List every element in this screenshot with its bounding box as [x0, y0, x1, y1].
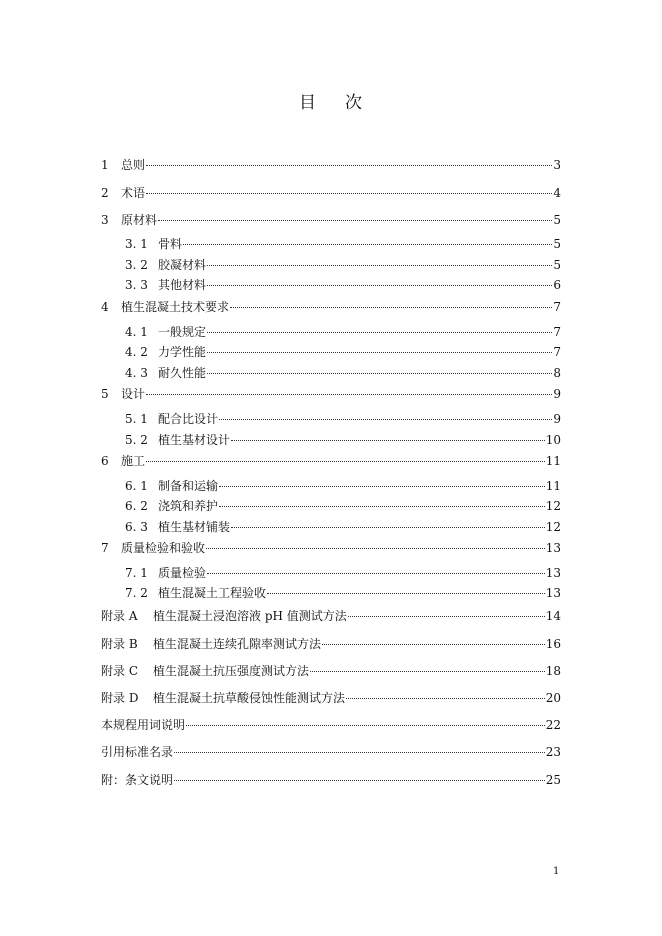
toc-entry-title: 本规程用词说明: [101, 718, 186, 732]
toc-entry-page: 23: [545, 745, 561, 759]
toc-entry-title: 植生混凝土技术要求: [121, 300, 230, 314]
toc-entry-number: 4: [101, 300, 109, 314]
toc-entry-6-1[interactable]: [125, 478, 561, 494]
toc-entry-number: 6. 2: [125, 499, 148, 513]
toc-entry-page: 7: [553, 300, 561, 314]
toc-entry-3[interactable]: [101, 212, 561, 228]
toc-entry-appendix-d[interactable]: [101, 690, 561, 706]
toc-entry-title: 引用标准名录: [101, 745, 174, 759]
toc-entry-page: 7: [553, 345, 561, 359]
toc-entry-title: 总则: [121, 158, 146, 172]
toc-entry-4-1[interactable]: [125, 324, 561, 340]
toc-entry-number: 6. 3: [125, 520, 148, 534]
toc-entry-4[interactable]: [101, 299, 561, 315]
leader-dots: [207, 331, 552, 333]
leader-dots: [186, 724, 545, 726]
toc-entry-6-2[interactable]: [125, 498, 561, 514]
toc-entry-number: 附录 B: [101, 637, 138, 651]
toc-entry-number: 5. 1: [125, 412, 148, 426]
toc-entry-title: 耐久性能: [158, 366, 207, 380]
leader-dots: [207, 372, 552, 374]
leader-dots: [231, 439, 545, 441]
leader-dots: [146, 460, 545, 462]
leader-dots: [322, 643, 545, 645]
toc-entry-7-1[interactable]: [125, 565, 561, 581]
leader-dots: [183, 243, 552, 245]
toc-entry-number: 4. 2: [125, 345, 148, 359]
toc-entry-page: 11: [545, 454, 561, 468]
leader-dots: [310, 670, 545, 672]
toc-entry-title: 附：条文说明: [101, 773, 174, 787]
toc-entry-page: 13: [545, 566, 561, 580]
toc-entry-page: 6: [553, 278, 561, 292]
toc-entry-title: 质量检验: [158, 566, 207, 580]
leader-dots: [174, 751, 545, 753]
toc-entry-title: 配合比设计: [158, 412, 219, 426]
leader-dots: [231, 526, 545, 528]
leader-dots: [146, 192, 552, 194]
toc-entry-title: 浇筑和养护: [158, 499, 219, 513]
toc-entry-title: 植生基材设计: [158, 433, 231, 447]
leader-dots: [219, 485, 545, 487]
toc-entry-5-1[interactable]: [125, 411, 561, 427]
toc-entry-number: 7. 1: [125, 566, 148, 580]
toc-entry-2[interactable]: [101, 185, 561, 201]
toc-entry-title: 植生基材铺装: [158, 520, 231, 534]
toc-entry-number: 2: [101, 186, 109, 200]
toc-entry-page: 16: [545, 637, 561, 651]
toc-entry-title: 植生混凝土浸泡溶液 pH 值测试方法: [153, 609, 347, 623]
toc-entry-page: 25: [545, 773, 561, 787]
leader-dots: [348, 615, 545, 617]
toc-entry-page: 11: [545, 479, 561, 493]
toc-entry-title: 胶凝材料: [158, 258, 207, 272]
leader-dots: [219, 418, 552, 420]
leader-dots: [207, 572, 545, 574]
toc-entry-number: 附录 D: [101, 691, 139, 705]
toc-entry-page: 18: [545, 664, 561, 678]
toc-entry-number: 6. 1: [125, 479, 148, 493]
leader-dots: [207, 284, 552, 286]
toc-entry-page: 13: [545, 586, 561, 600]
toc-entry-number: 5. 2: [125, 433, 148, 447]
leader-dots: [146, 164, 552, 166]
toc-entry-6-3[interactable]: [125, 519, 561, 535]
toc-entry-page: 12: [545, 499, 561, 513]
leader-dots: [146, 393, 552, 395]
toc-entry-5[interactable]: [101, 386, 561, 402]
page-number: 1: [553, 866, 560, 877]
toc-entry-terms-explanation[interactable]: [101, 717, 561, 733]
toc-entry-number: 3. 1: [125, 237, 148, 251]
toc-entry-3-3[interactable]: [125, 277, 561, 293]
toc-entry-page: 12: [545, 520, 561, 534]
leader-dots: [158, 219, 552, 221]
title-char-2: 次: [345, 93, 363, 113]
toc-entry-number: 4. 3: [125, 366, 148, 380]
toc-entry-page: 20: [545, 691, 561, 705]
toc-entry-4-3[interactable]: [125, 365, 561, 381]
leader-dots: [207, 351, 552, 353]
toc-entry-3-2[interactable]: [125, 257, 561, 273]
toc-entry-6[interactable]: [101, 453, 561, 469]
toc-entry-page: 8: [553, 366, 561, 380]
toc-entry-title: 一般规定: [158, 325, 207, 339]
toc-entry-title: 植生混凝土抗压强度测试方法: [153, 664, 310, 678]
toc-entry-title: 植生混凝土工程验收: [158, 586, 267, 600]
toc-entry-appendix-c[interactable]: [101, 663, 561, 679]
toc-entry-5-2[interactable]: [125, 432, 561, 448]
toc-entry-number: 7. 2: [125, 586, 148, 600]
toc-entry-3-1[interactable]: [125, 236, 561, 252]
toc-entry-number: 5: [101, 387, 109, 401]
leader-dots: [174, 779, 545, 781]
toc-entry-title: 术语: [121, 186, 146, 200]
toc-entry-title: 力学性能: [158, 345, 207, 359]
toc-entry-number: 附录 C: [101, 664, 138, 678]
toc-entry-title: 植生混凝土连续孔隙率测试方法: [153, 637, 322, 651]
leader-dots: [267, 592, 545, 594]
toc-entry-page: 9: [553, 412, 561, 426]
toc-entry-title: 其他材料: [158, 278, 207, 292]
toc-entry-page: 3: [553, 158, 561, 172]
toc-entry-number: 3. 3: [125, 278, 148, 292]
toc-entry-title: 原材料: [121, 213, 158, 227]
toc-entry-cited-standards[interactable]: [101, 744, 561, 760]
toc-entry-page: 9: [553, 387, 561, 401]
toc-entry-appendix-a[interactable]: [101, 608, 561, 624]
toc-entry-number: 3: [101, 213, 109, 227]
toc-entry-number: 附录 A: [101, 609, 138, 623]
toc-entry-page: 5: [553, 213, 561, 227]
toc-entry-title: 质量检验和验收: [121, 541, 206, 555]
leader-dots: [230, 306, 552, 308]
leader-dots: [219, 505, 545, 507]
toc-entry-clause-explanation[interactable]: [101, 772, 561, 788]
leader-dots: [346, 697, 545, 699]
toc-entry-page: 14: [545, 609, 561, 623]
toc-entry-7-2[interactable]: [125, 585, 561, 601]
leader-dots: [206, 547, 545, 549]
title-char-1: 目: [299, 93, 317, 113]
toc-entry-page: 7: [553, 325, 561, 339]
toc-entry-4-2[interactable]: [125, 344, 561, 360]
toc-entry-page: 5: [553, 258, 561, 272]
toc-entry-number: 6: [101, 454, 109, 468]
toc-entry-1[interactable]: [101, 157, 561, 173]
toc-entry-page: 22: [545, 718, 561, 732]
toc-entry-title: 骨料: [158, 237, 183, 251]
toc-entry-title: 施工: [121, 454, 146, 468]
toc-entry-page: 13: [545, 541, 561, 555]
toc-entry-number: 7: [101, 541, 109, 555]
toc-entry-title: 设计: [121, 387, 146, 401]
toc-entry-number: 3. 2: [125, 258, 148, 272]
toc-entry-page: 4: [553, 186, 561, 200]
leader-dots: [207, 264, 552, 266]
toc-entry-7[interactable]: [101, 540, 561, 556]
toc-entry-appendix-b[interactable]: [101, 636, 561, 652]
toc-entry-number: 4. 1: [125, 325, 148, 339]
toc-entry-page: 5: [553, 237, 561, 251]
toc-entry-title: 植生混凝土抗草酸侵蚀性能测试方法: [153, 691, 346, 705]
toc-entry-page: 10: [545, 433, 561, 447]
toc-entry-number: 1: [101, 158, 109, 172]
toc-entry-title: 制备和运输: [158, 479, 219, 493]
